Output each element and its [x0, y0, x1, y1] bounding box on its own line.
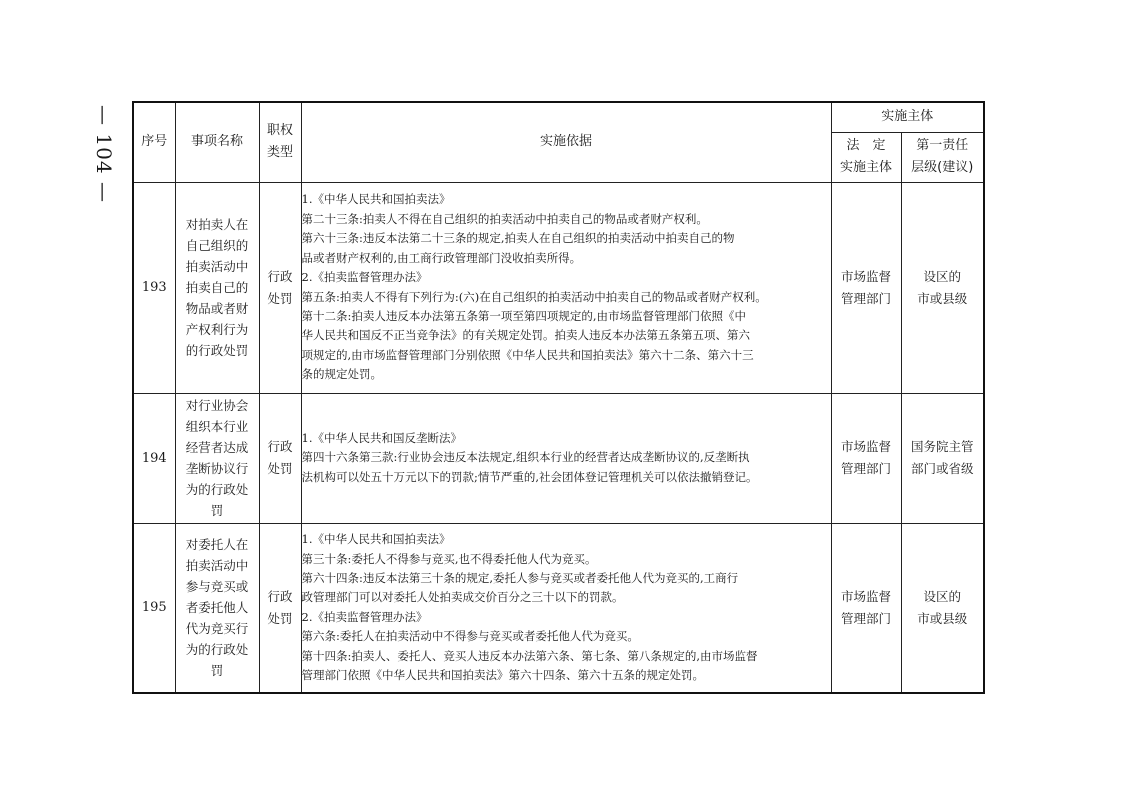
header-legal-subject — [831, 132, 901, 182]
header-name: 事项名称 — [175, 102, 259, 182]
level-line: 部门或省级 — [911, 461, 974, 476]
item-name-line: 拍卖活动中 — [185, 259, 249, 274]
item-name-line: 者委托他人 — [185, 600, 249, 616]
basis-line: 第十二条:拍卖人违反本办法第五条第一项至第四项规定的,由市场监督管理部门依照《中 — [301, 308, 747, 323]
table-header — [133, 102, 984, 182]
item-name-line: 物品或者财 — [185, 301, 249, 316]
table-row — [133, 523, 984, 693]
basis-line: 2.《拍卖监督管理办法》 — [301, 270, 428, 285]
basis-line: 华人民共和国反不正当竞争法》的有关规定处罚。拍卖人违反本办法第五条第五项、第六 — [301, 328, 750, 343]
item-name-line: 垄断协议行 — [185, 461, 249, 476]
type-line: 行政 — [267, 268, 293, 284]
basis-line: 政管理部门可以对委托人处拍卖成交价百分之三十以下的罚款。 — [301, 590, 624, 605]
enforcement-items-table — [132, 101, 985, 694]
row-basis — [301, 523, 831, 693]
basis-line: 品或者财产权利的,由工商行政管理部门没收拍卖所得。 — [301, 250, 582, 265]
item-name-line: 对委托人在 — [185, 537, 249, 553]
row-seq: 193 — [133, 182, 175, 393]
org-line: 市场监督 — [840, 268, 891, 284]
row-basis — [301, 393, 831, 523]
item-name-line: 为的行政处 — [185, 482, 249, 497]
type-line: 行政 — [267, 439, 293, 454]
basis-line: 第二十三条:拍卖人不得在自己组织的拍卖活动中拍卖自己的物品或者财产权利。 — [301, 211, 708, 226]
basis-line: 管理部门依照《中华人民共和国拍卖法》第六十四条、第六十五条的规定处罚。 — [301, 667, 704, 682]
row-seq: 195 — [133, 523, 175, 693]
basis-line: 第六十四条:违反本法第三十条的规定,委托人参与竞买或者委托他人代为竞买的,工商行 — [301, 570, 739, 585]
item-name-line: 产权利行为 — [185, 322, 249, 337]
item-name-line: 罚 — [210, 503, 224, 518]
level-line: 市或县级 — [917, 290, 968, 306]
table-row — [133, 393, 984, 523]
row-type — [259, 523, 301, 693]
type-line: 处罚 — [267, 610, 293, 626]
basis-line: 第六条:委托人在拍卖活动中不得参与竞买或者委托他人代为竞买。 — [301, 629, 639, 644]
header-basis: 实施依据 — [301, 102, 831, 182]
basis-line: 1.《中华人民共和国拍卖法》 — [301, 532, 451, 547]
header-type-line1: 职权 — [266, 123, 293, 139]
header-legal-line1: 法 定 — [846, 138, 886, 153]
row-item-name — [175, 523, 259, 693]
basis-line: 第十四条:拍卖人、委托人、竞买人违反本办法第六条、第七条、第八条规定的,由市场监督 — [301, 648, 758, 663]
header-level-line2: 层级(建议) — [911, 160, 974, 175]
item-name-line: 的行政处罚 — [185, 343, 249, 358]
type-line: 处罚 — [267, 461, 293, 476]
page-number-text: — 104 — — [92, 105, 117, 203]
basis-line: 1.《中华人民共和国拍卖法》 — [301, 192, 451, 207]
item-name-line: 拍卖活动中 — [185, 558, 249, 574]
row-legal-subject — [831, 523, 901, 693]
basis-line: 2.《拍卖监督管理办法》 — [301, 609, 428, 624]
header-level — [901, 132, 984, 182]
item-name-line: 组织本行业 — [185, 419, 249, 434]
item-name-line: 对行业协会 — [185, 398, 249, 413]
header-type — [259, 102, 301, 182]
row-level — [901, 393, 984, 523]
table-row — [133, 182, 984, 393]
basis-line: 条的规定处罚。 — [301, 367, 382, 382]
org-line: 管理部门 — [840, 290, 891, 306]
row-seq: 194 — [133, 393, 175, 523]
page-number — [84, 105, 124, 203]
level-line: 设区的 — [923, 588, 962, 604]
basis-line: 第六十三条:违反本法第二十三条的规定,拍卖人在自己组织的拍卖活动中拍卖自己的物 — [301, 231, 735, 246]
row-legal-subject — [831, 182, 901, 393]
row-level — [901, 182, 984, 393]
type-line: 处罚 — [267, 290, 293, 306]
item-name-line: 自己组织的 — [185, 238, 249, 253]
row-item-name — [175, 182, 259, 393]
item-name-line: 对拍卖人在 — [185, 217, 249, 232]
type-line: 行政 — [267, 588, 293, 604]
row-level — [901, 523, 984, 693]
org-line: 市场监督 — [840, 588, 891, 604]
header-level-line1: 第一责任 — [916, 138, 969, 153]
item-name-line: 代为竞买行 — [185, 621, 249, 637]
basis-line: 项规定的,由市场监督管理部门分别依照《中华人民共和国拍卖法》第六十二条、第六十三 — [301, 347, 754, 362]
item-name-line: 拍卖自己的 — [185, 280, 249, 295]
item-name-line: 为的行政处 — [185, 642, 249, 658]
org-line: 市场监督 — [840, 439, 891, 454]
basis-line: 第四十六条第三款:行业协会违反本法规定,组织本行业的经营者达成垄断协议的,反垄断执 — [301, 450, 750, 465]
level-line: 国务院主管 — [911, 439, 974, 454]
basis-line: 1.《中华人民共和国反垄断法》 — [301, 430, 462, 445]
row-type — [259, 393, 301, 523]
header-seq: 序号 — [133, 102, 175, 182]
org-line: 管理部门 — [840, 610, 891, 626]
header-type-line2: 类型 — [266, 145, 293, 161]
header-legal-line2: 实施主体 — [839, 160, 892, 175]
level-line: 市或县级 — [917, 610, 968, 626]
row-legal-subject — [831, 393, 901, 523]
row-item-name — [175, 393, 259, 523]
item-name-line: 经营者达成 — [185, 440, 249, 455]
org-line: 管理部门 — [840, 461, 891, 476]
row-type — [259, 182, 301, 393]
header-subject: 实施主体 — [831, 102, 984, 132]
item-name-line: 参与竞买或 — [185, 579, 249, 595]
basis-line: 第三十条:委托人不得参与竞买,也不得委托他人代为竞买。 — [301, 551, 597, 566]
level-line: 设区的 — [923, 268, 962, 284]
basis-line: 法机构可以处五十万元以下的罚款;情节严重的,社会团体登记管理机关可以依法撤销登记。 — [301, 469, 758, 484]
basis-line: 第五条:拍卖人不得有下列行为:(六)在自己组织的拍卖活动中拍卖自己的物品或者财产权利。 — [301, 289, 767, 304]
row-basis — [301, 182, 831, 393]
item-name-line: 罚 — [210, 663, 224, 679]
